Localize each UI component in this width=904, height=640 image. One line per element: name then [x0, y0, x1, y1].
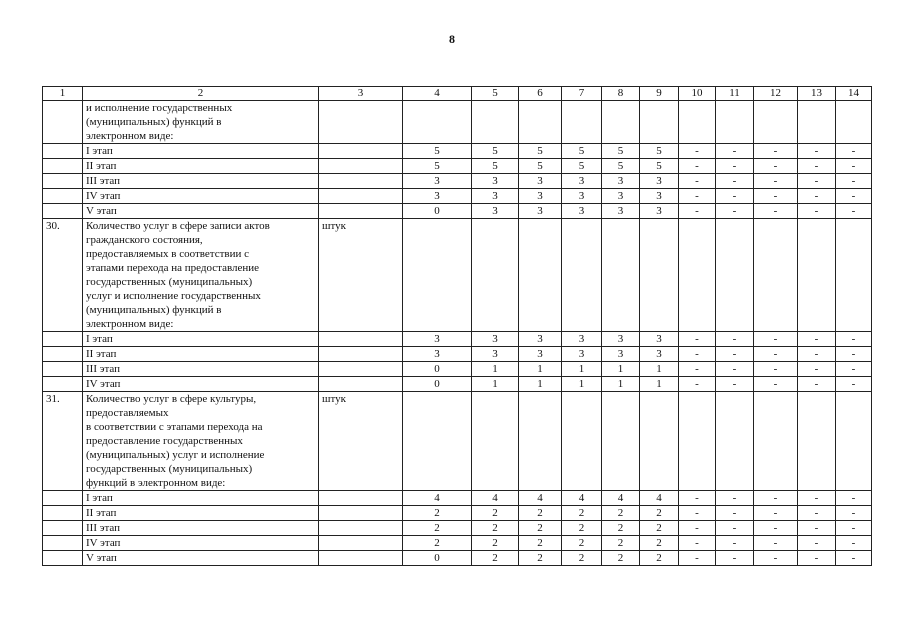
empty-cell: [472, 101, 519, 144]
empty-cell: [519, 101, 562, 144]
value-cell: -: [716, 144, 754, 159]
empty-cell: [602, 101, 640, 144]
header-cell: 8: [602, 87, 640, 101]
value-cell: 3: [403, 332, 472, 347]
header-cell: 1: [43, 87, 83, 101]
stage-row: [43, 377, 872, 392]
stage-name: III этап: [83, 362, 319, 377]
value-cell: -: [798, 332, 836, 347]
value-cell: 3: [640, 204, 679, 219]
value-cell: -: [836, 144, 872, 159]
empty-cell: [798, 392, 836, 491]
value-cell: 0: [403, 551, 472, 566]
description-line: услуг и исполнение государственных: [86, 290, 261, 302]
value-cell: -: [679, 144, 716, 159]
header-cell: 10: [679, 87, 716, 101]
empty-cell: [716, 219, 754, 332]
row-number: 31.: [43, 392, 83, 491]
empty-cell: [319, 506, 403, 521]
empty-cell: [519, 219, 562, 332]
empty-cell: [403, 101, 472, 144]
value-cell: -: [679, 347, 716, 362]
stage-row: [43, 521, 872, 536]
stage-row: [43, 506, 872, 521]
empty-cell: [319, 362, 403, 377]
value-cell: -: [716, 189, 754, 204]
stage-name: III этап: [83, 521, 319, 536]
value-cell: 5: [602, 144, 640, 159]
empty-cell: [319, 347, 403, 362]
stage-name: IV этап: [83, 536, 319, 551]
value-cell: 3: [472, 332, 519, 347]
value-cell: -: [836, 536, 872, 551]
stage-name: III этап: [83, 174, 319, 189]
row-number: 30.: [43, 219, 83, 332]
value-cell: -: [798, 159, 836, 174]
description-line: электронном виде:: [86, 318, 174, 330]
value-cell: 5: [519, 144, 562, 159]
indicator-description: [83, 101, 319, 144]
value-cell: 1: [602, 362, 640, 377]
header-cell: 6: [519, 87, 562, 101]
value-cell: 2: [472, 551, 519, 566]
empty-cell: [319, 189, 403, 204]
empty-cell: [43, 362, 83, 377]
description-line: гражданского состояния,: [86, 234, 203, 246]
indicator-description: [83, 219, 319, 332]
row-number: [43, 101, 83, 144]
value-cell: -: [754, 551, 798, 566]
stage-name: II этап: [83, 347, 319, 362]
stage-name: II этап: [83, 506, 319, 521]
value-cell: 2: [602, 551, 640, 566]
empty-cell: [640, 101, 679, 144]
value-cell: 3: [562, 174, 602, 189]
value-cell: -: [836, 362, 872, 377]
stage-row: [43, 174, 872, 189]
empty-cell: [43, 204, 83, 219]
empty-cell: [640, 392, 679, 491]
value-cell: 5: [403, 144, 472, 159]
value-cell: 3: [472, 347, 519, 362]
value-cell: 1: [472, 362, 519, 377]
value-cell: 1: [640, 362, 679, 377]
empty-cell: [43, 506, 83, 521]
value-cell: 2: [640, 551, 679, 566]
section-row: [43, 219, 872, 332]
value-cell: 0: [403, 362, 472, 377]
empty-cell: [679, 219, 716, 332]
stage-name: I этап: [83, 491, 319, 506]
value-cell: 2: [602, 521, 640, 536]
empty-cell: [319, 491, 403, 506]
value-cell: -: [754, 144, 798, 159]
empty-cell: [319, 521, 403, 536]
value-cell: 2: [403, 521, 472, 536]
value-cell: -: [716, 491, 754, 506]
value-cell: -: [836, 506, 872, 521]
header-cell: 11: [716, 87, 754, 101]
stage-name: I этап: [83, 332, 319, 347]
value-cell: -: [679, 551, 716, 566]
empty-cell: [798, 101, 836, 144]
value-cell: -: [798, 362, 836, 377]
header-cell: 9: [640, 87, 679, 101]
value-cell: 3: [519, 204, 562, 219]
empty-cell: [43, 159, 83, 174]
value-cell: -: [798, 536, 836, 551]
value-cell: 3: [602, 174, 640, 189]
empty-cell: [319, 536, 403, 551]
value-cell: 2: [519, 551, 562, 566]
value-cell: 2: [562, 536, 602, 551]
value-cell: -: [798, 347, 836, 362]
description-line: государственных (муниципальных): [86, 463, 253, 475]
value-cell: 1: [519, 362, 562, 377]
value-cell: -: [798, 551, 836, 566]
value-cell: 2: [472, 521, 519, 536]
value-cell: 3: [403, 174, 472, 189]
value-cell: -: [716, 362, 754, 377]
empty-cell: [679, 101, 716, 144]
value-cell: 4: [602, 491, 640, 506]
value-cell: 0: [403, 377, 472, 392]
indicator-table: [42, 86, 872, 566]
value-cell: -: [679, 536, 716, 551]
empty-cell: [43, 174, 83, 189]
value-cell: 2: [562, 521, 602, 536]
value-cell: 2: [519, 521, 562, 536]
stage-name: V этап: [83, 551, 319, 566]
value-cell: -: [836, 332, 872, 347]
stage-row: [43, 204, 872, 219]
value-cell: 3: [602, 332, 640, 347]
empty-cell: [319, 377, 403, 392]
value-cell: -: [716, 204, 754, 219]
header-cell: 4: [403, 87, 472, 101]
value-cell: 3: [640, 189, 679, 204]
value-cell: 3: [519, 347, 562, 362]
empty-cell: [754, 219, 798, 332]
value-cell: -: [679, 174, 716, 189]
value-cell: 3: [562, 332, 602, 347]
value-cell: 3: [472, 174, 519, 189]
value-cell: 2: [472, 506, 519, 521]
stage-name: V этап: [83, 204, 319, 219]
value-cell: 1: [640, 377, 679, 392]
value-cell: -: [716, 551, 754, 566]
value-cell: 2: [602, 506, 640, 521]
value-cell: 5: [403, 159, 472, 174]
value-cell: -: [836, 347, 872, 362]
value-cell: -: [754, 332, 798, 347]
value-cell: -: [754, 174, 798, 189]
value-cell: 4: [640, 491, 679, 506]
value-cell: -: [679, 506, 716, 521]
empty-cell: [319, 332, 403, 347]
value-cell: 1: [562, 362, 602, 377]
empty-cell: [836, 101, 872, 144]
value-cell: -: [716, 174, 754, 189]
stage-row: [43, 491, 872, 506]
stage-row: [43, 189, 872, 204]
empty-cell: [640, 219, 679, 332]
stage-name: II этап: [83, 159, 319, 174]
value-cell: 3: [640, 347, 679, 362]
value-cell: 4: [472, 491, 519, 506]
empty-cell: [43, 377, 83, 392]
header-cell: 14: [836, 87, 872, 101]
value-cell: -: [679, 159, 716, 174]
value-cell: 4: [562, 491, 602, 506]
stage-row: [43, 347, 872, 362]
value-cell: -: [754, 159, 798, 174]
empty-cell: [679, 392, 716, 491]
value-cell: -: [798, 189, 836, 204]
value-cell: -: [754, 189, 798, 204]
stage-name: IV этап: [83, 377, 319, 392]
value-cell: 3: [472, 189, 519, 204]
value-cell: -: [679, 362, 716, 377]
empty-cell: [403, 392, 472, 491]
value-cell: 3: [602, 204, 640, 219]
value-cell: 3: [519, 174, 562, 189]
unit-cell: [319, 101, 403, 144]
header-cell: 12: [754, 87, 798, 101]
value-cell: 3: [472, 204, 519, 219]
section-row: [43, 101, 872, 144]
empty-cell: [519, 392, 562, 491]
empty-cell: [716, 101, 754, 144]
value-cell: 3: [403, 189, 472, 204]
value-cell: -: [716, 506, 754, 521]
empty-cell: [716, 392, 754, 491]
description-line: функций в электронном виде:: [86, 477, 226, 489]
value-cell: 2: [519, 506, 562, 521]
value-cell: -: [716, 521, 754, 536]
value-cell: -: [754, 536, 798, 551]
value-cell: 3: [519, 189, 562, 204]
value-cell: 2: [403, 536, 472, 551]
description-line: предоставляемых в соответствии с: [86, 248, 250, 260]
value-cell: -: [679, 204, 716, 219]
value-cell: 3: [602, 347, 640, 362]
value-cell: 2: [640, 506, 679, 521]
empty-cell: [319, 174, 403, 189]
description-line: (муниципальных) функций в: [86, 304, 222, 316]
unit-cell: штук: [319, 392, 403, 491]
empty-cell: [562, 101, 602, 144]
empty-cell: [43, 189, 83, 204]
value-cell: -: [798, 521, 836, 536]
unit-cell: штук: [319, 219, 403, 332]
empty-cell: [798, 219, 836, 332]
value-cell: -: [836, 377, 872, 392]
value-cell: 3: [562, 347, 602, 362]
stage-row: [43, 144, 872, 159]
header-cell: 2: [83, 87, 319, 101]
empty-cell: [43, 551, 83, 566]
value-cell: -: [754, 491, 798, 506]
value-cell: 3: [519, 332, 562, 347]
stage-name: IV этап: [83, 189, 319, 204]
value-cell: 2: [640, 536, 679, 551]
empty-cell: [602, 219, 640, 332]
value-cell: -: [798, 144, 836, 159]
description-line: электронном виде:: [86, 130, 174, 142]
description-line: Количество услуг в сфере записи актов: [86, 220, 270, 232]
value-cell: 4: [403, 491, 472, 506]
value-cell: -: [836, 551, 872, 566]
empty-cell: [319, 144, 403, 159]
value-cell: 5: [562, 144, 602, 159]
empty-cell: [43, 491, 83, 506]
stage-row: [43, 362, 872, 377]
value-cell: -: [798, 174, 836, 189]
section-row: [43, 392, 872, 491]
value-cell: -: [836, 189, 872, 204]
value-cell: 2: [519, 536, 562, 551]
stage-row: [43, 551, 872, 566]
value-cell: -: [754, 377, 798, 392]
indicator-description: [83, 392, 319, 491]
value-cell: -: [836, 159, 872, 174]
stage-row: [43, 332, 872, 347]
empty-cell: [836, 392, 872, 491]
value-cell: -: [836, 491, 872, 506]
empty-cell: [43, 144, 83, 159]
empty-cell: [836, 219, 872, 332]
description-line: в соответствии с этапами перехода на: [86, 421, 263, 433]
description-line: Количество услуг в сфере культуры,: [86, 393, 257, 405]
value-cell: -: [754, 506, 798, 521]
value-cell: 3: [640, 332, 679, 347]
value-cell: -: [798, 491, 836, 506]
value-cell: 1: [562, 377, 602, 392]
stage-name: I этап: [83, 144, 319, 159]
value-cell: -: [679, 491, 716, 506]
value-cell: 2: [562, 551, 602, 566]
value-cell: -: [836, 174, 872, 189]
value-cell: -: [716, 536, 754, 551]
empty-cell: [43, 332, 83, 347]
value-cell: 0: [403, 204, 472, 219]
value-cell: 3: [562, 189, 602, 204]
value-cell: 1: [472, 377, 519, 392]
stage-row: [43, 536, 872, 551]
value-cell: 3: [640, 174, 679, 189]
description-line: (муниципальных) услуг и исполнение: [86, 449, 265, 461]
header-row: [43, 87, 872, 101]
empty-cell: [754, 392, 798, 491]
empty-cell: [472, 219, 519, 332]
value-cell: -: [754, 362, 798, 377]
header-cell: 7: [562, 87, 602, 101]
value-cell: 2: [403, 506, 472, 521]
value-cell: -: [798, 204, 836, 219]
header-cell: 5: [472, 87, 519, 101]
value-cell: 2: [640, 521, 679, 536]
value-cell: -: [679, 521, 716, 536]
value-cell: -: [716, 159, 754, 174]
empty-cell: [602, 392, 640, 491]
value-cell: -: [798, 377, 836, 392]
value-cell: 1: [519, 377, 562, 392]
value-cell: -: [716, 347, 754, 362]
description-line: предоставляемых: [86, 407, 169, 419]
empty-cell: [43, 347, 83, 362]
value-cell: -: [754, 347, 798, 362]
header-cell: 13: [798, 87, 836, 101]
empty-cell: [319, 159, 403, 174]
value-cell: 2: [602, 536, 640, 551]
empty-cell: [319, 551, 403, 566]
description-line: предоставление государственных: [86, 435, 243, 447]
empty-cell: [562, 219, 602, 332]
description-line: (муниципальных) функций в: [86, 116, 222, 128]
empty-cell: [319, 204, 403, 219]
value-cell: 5: [472, 144, 519, 159]
value-cell: 4: [519, 491, 562, 506]
value-cell: 5: [562, 159, 602, 174]
value-cell: -: [679, 332, 716, 347]
header-cell: 3: [319, 87, 403, 101]
value-cell: 3: [602, 189, 640, 204]
empty-cell: [43, 521, 83, 536]
value-cell: -: [836, 204, 872, 219]
value-cell: 5: [640, 159, 679, 174]
empty-cell: [562, 392, 602, 491]
value-cell: -: [716, 332, 754, 347]
stage-row: [43, 159, 872, 174]
value-cell: -: [754, 204, 798, 219]
empty-cell: [43, 536, 83, 551]
empty-cell: [754, 101, 798, 144]
description-line: и исполнение государственных: [86, 102, 233, 114]
value-cell: -: [836, 521, 872, 536]
value-cell: -: [679, 189, 716, 204]
value-cell: -: [754, 521, 798, 536]
description-line: государственных (муниципальных): [86, 276, 253, 288]
value-cell: 5: [640, 144, 679, 159]
empty-cell: [403, 219, 472, 332]
value-cell: 1: [602, 377, 640, 392]
value-cell: 5: [472, 159, 519, 174]
value-cell: 3: [562, 204, 602, 219]
value-cell: 5: [602, 159, 640, 174]
value-cell: -: [798, 506, 836, 521]
value-cell: -: [716, 377, 754, 392]
value-cell: -: [679, 377, 716, 392]
description-line: этапами перехода на предоставление: [86, 262, 260, 274]
value-cell: 5: [519, 159, 562, 174]
value-cell: 3: [403, 347, 472, 362]
value-cell: 2: [472, 536, 519, 551]
value-cell: 2: [562, 506, 602, 521]
empty-cell: [472, 392, 519, 491]
page-number: 8: [449, 32, 455, 46]
